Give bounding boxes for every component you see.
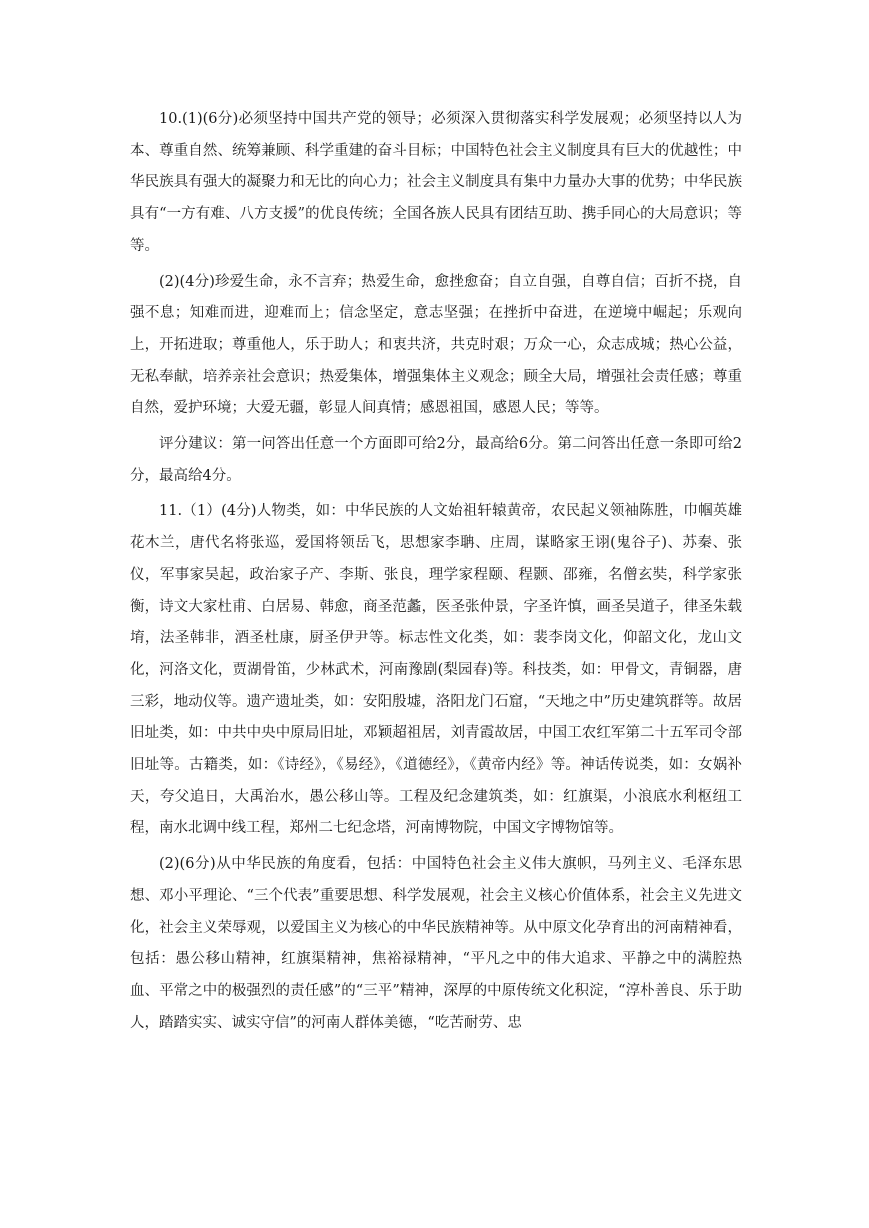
scoring-suggestion: 评分建议：第一问答出任意一个方面即可给2分，最高给6分。第二问答出任意一条即可给2分，最高给4分。 xyxy=(130,436,742,484)
answer-paragraph-11-1: 11.（1）(4分)人物类，如：中华民族的人文始祖轩辕黄帝，农民起义领袖陈胜，巾帼英雄花木兰，唐代名将张巡，爱国将领岳飞，思想家李聃、庄周，谋略家王诩(鬼谷子)、苏秦、张仪，军事家吴起，政治家子产、李斯、张良，理学家程颐、程颢、邵雍，名僧玄奘，科学家张衡，诗文大家杜甫、白居易、韩愈，商圣范蠡，医圣张仲景，字圣许慎，画圣吴道子，律圣朱载堉，法圣韩非，酒圣杜康，厨圣伊尹等。标志性文化类，如：裴李岗文化，仰韶文化，龙山文化，河洛文化，贾湖骨笛，少林武术，河南豫剧(梨园春)等。科技类，如：甲骨文，青铜器，唐三彩，地动仪等。遗产遗址类，如：安阳殷墟，洛阳龙门石窟，“天地之中”历史建筑群等。故居旧址类，如：中共中央中原局旧址，邓颖超祖居，刘青霞故居，中国工农红军第二十五军司令部旧址等。古籍类，如：《诗经》，《易经》，《道德经》，《黄帝内经》等。神话传说类，如：女娲补天，夸父追日，大禹治水，愚公移山等。工程及纪念建筑类，如：红旗渠，小浪底水利枢纽工程，南水北调中线工程，郑州二七纪念塔，河南博物院，中国文字博物馆等。 xyxy=(130,503,742,837)
document-page xyxy=(130,104,742,1043)
answer-paragraph-11-2: (2)(6分)从中华民族的角度看，包括：中国特色社会主义伟大旗帜，马列主义、毛泽东思想、邓小平理论、“三个代表”重要思想、科学发展观，社会主义核心价值体系，社会主义先进文化，社会主义荣辱观，以爱国主义为核心的中华民族精神等。从中原文化孕育出的河南精神看，包括：愚公移山精神，红旗渠精神，焦裕禄精神，“平凡之中的伟大追求、平静之中的满腔热血、平常之中的极强烈的责任感”的“三平”精神，深厚的中原传统文化积淀，“淳朴善良、乐于助人，踏踏实实、诚实守信”的河南人群体美德，“吃苦耐劳、忠 xyxy=(130,856,742,1031)
answer-paragraph-10-2: (2)(4分)珍爱生命，永不言弃；热爱生命，愈挫愈奋；自立自强，自尊自信；百折不挠，自强不息；知难而进，迎难而上；信念坚定，意志坚强；在挫折中奋进，在逆境中崛起；乐观向上，开拓进取；尊重他人，乐于助人；和衷共济，共克时艰；万众一心，众志成城；热心公益，无私奉献，培养亲社会意识；热爱集体，增强集体主义观念；顾全大局，增强社会责任感；尊重自然，爱护环境；大爱无疆，彰显人间真情；感恩祖国，感恩人民；等等。 xyxy=(130,273,742,417)
answer-paragraph-10-1: 10.(1)(6分)必须坚持中国共产党的领导；必须深入贯彻落实科学发展观；必须坚持以人为本、尊重自然、统筹兼顾、科学重建的奋斗目标；中国特色社会主义制度具有巨大的优越性；中华民族具有强大的凝聚力和无比的向心力；社会主义制度具有集中力量办大事的优势；中华民族具有“一方有难、八方支援”的优良传统；全国各族人民具有团结互助、携手同心的大局意识；等等。 xyxy=(130,111,742,254)
